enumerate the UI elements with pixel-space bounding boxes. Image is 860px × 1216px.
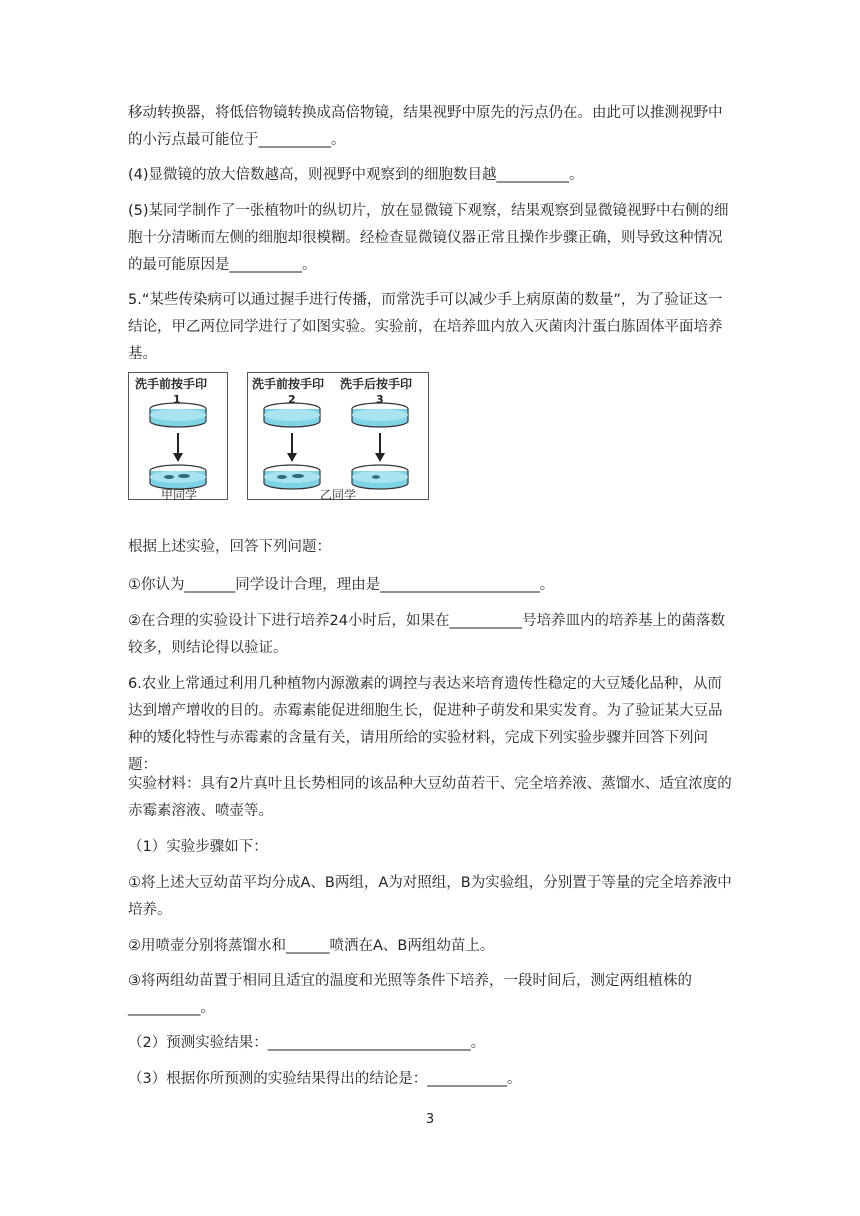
paragraph-question-5: 5.“某些传染病可以通过握手进行传播，而常洗手可以减少手上病原菌的数量”，为了验证这一结论，甲乙两位同学进行了如图实验。实验前，在培养皿内放入灭菌肉汁蛋白胨固体平面培养基。 (128, 292, 723, 362)
figure-box-jia (128, 372, 228, 500)
paragraph-question-5-2: ②在合理的实验设计下进行培养24小时后，如果在__________号培养皿内的培养基上的菌落数较多，则结论得以验证。 (128, 613, 725, 656)
caption-jia: 甲同学 (161, 488, 198, 502)
experiment-figure (128, 372, 428, 512)
dish-number-1: 1 (173, 393, 181, 406)
paragraph-instructions: 根据上述实验，回答下列问题： (128, 539, 331, 555)
paragraph-q5: (5)某同学制作了一张植物叶的纵切片，放在显微镜下观察，结果观察到显微镜视野中右侧的细胞十分清晰而左侧的细胞却很模糊。经检查显微镜仪器正常且操作步骤正确，则导致这种情况的最可能原因是__________。 (128, 203, 729, 273)
paragraph-question-6: 6.农业上常通过利用几种植物内源激素的调控与表达来培育遗传性稳定的大豆矮化品种，从而达到增产增收的目的。赤霉素能促进细胞生长，促进种子萌发和果实发育。为了验证某大豆品种的矮化特性与赤霉素的含量有关，请用所给的实验材料，完成下列实验步骤并回答下列问题： (128, 676, 723, 773)
paragraph-conclusion: （3）根据你所预测的实验结果得出的结论是：___________。 (128, 1071, 522, 1087)
paragraph-step-3: ③将两组幼苗置于相同且适宜的温度和光照等条件下培养，一段时间后，测定两组植株的__________。 (128, 973, 692, 1016)
dish-number-2: 2 (288, 393, 296, 406)
dish-number-3: 3 (376, 393, 384, 406)
figure-title-after-wash: 洗手后按手印 (340, 377, 413, 391)
page-number: 3 (425, 1112, 435, 1127)
paragraph-prediction: （2）预测实验结果：____________________________。 (128, 1035, 486, 1051)
paragraph-materials: 实验材料：具有2片真叶且长势相同的该品种大豆幼苗若干、完全培养液、蒸馏水、适宜浓度的赤霉素溶液、喷壶等。 (128, 776, 732, 819)
dish-diagram-2-3 (248, 373, 428, 499)
paragraph-step-2: ②用喷壶分别将蒸馏水和______喷洒在A、B两组幼苗上。 (128, 938, 495, 954)
paragraph-steps-heading: （1）实验步骤如下： (128, 839, 268, 855)
caption-yi: 乙同学 (320, 488, 357, 502)
figure-box-yi (247, 372, 429, 500)
paragraph-microscope-stain: 移动转换器，将低倍物镜转换成高倍物镜，结果视野中原先的污点仍在。由此可以推测视野中的小污点最可能位于__________。 (128, 105, 723, 148)
figure-title-before-wash-yi: 洗手前按手印 (252, 377, 325, 391)
paragraph-q4: (4)显微镜的放大倍数越高，则视野中观察到的细胞数目越__________。 (128, 167, 584, 183)
paragraph-question-5-1: ①你认为_______同学设计合理，理由是______________________。 (128, 577, 555, 593)
dish-diagram-1 (129, 373, 227, 499)
paragraph-step-1: ①将上述大豆幼苗平均分成A、B两组，A为对照组，B为实验组，分别置于等量的完全培养液中培养。 (128, 875, 732, 918)
figure-title-before-wash: 洗手前按手印 (135, 377, 208, 391)
